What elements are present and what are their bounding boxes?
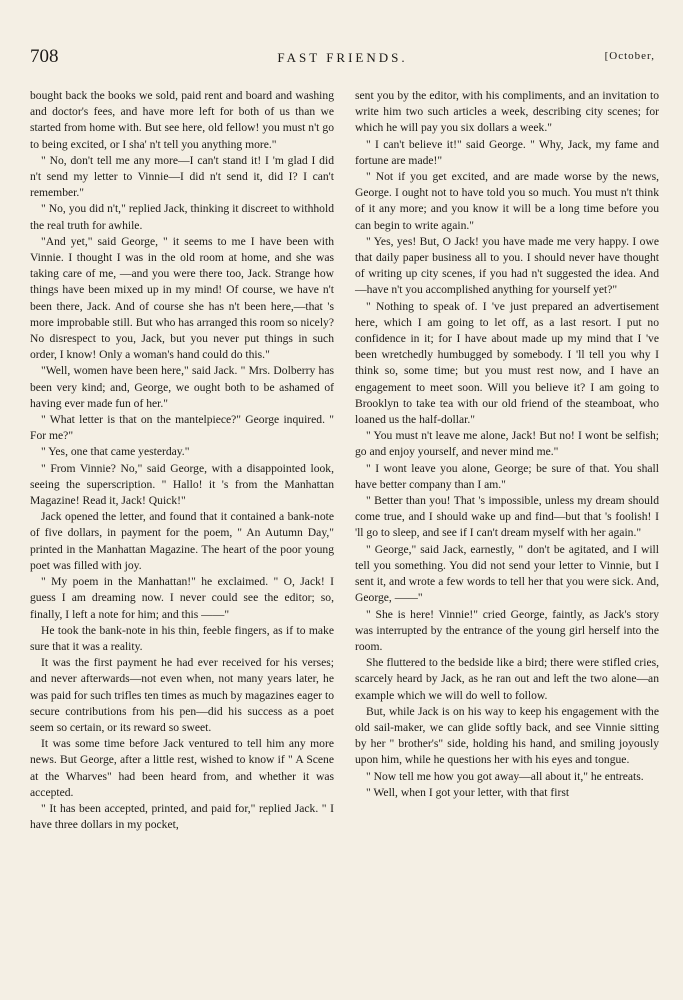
paragraph: " I wont leave you alone, George; be sure of that. You shall have better company than I am." bbox=[355, 461, 659, 491]
paragraph: " Well, when I got your letter, with that first bbox=[366, 785, 570, 799]
paragraph: " No, don't tell me any more—I can't stand it! I 'm glad I did n't send my letter to Vinnie—I did n't send it, did I? I can't remember." bbox=[30, 153, 334, 200]
running-title: FAST FRIENDS. bbox=[277, 50, 408, 65]
paragraph: " Yes, one that came yesterday." bbox=[41, 445, 190, 459]
paragraph: He took the bank-note in his thin, feeble fingers, as if to make sure that it was a reality. bbox=[30, 623, 334, 653]
page-number: 708 bbox=[30, 46, 59, 67]
paragraph: " What letter is that on the mantelpiece?" George inquired. " For me?" bbox=[30, 413, 334, 443]
paragraph: " My poem in the Manhattan!" he exclaimed. " O, Jack! I guess I am dreaming now. I never could see the editor; so, finally, I left a note for him; and this ——" bbox=[30, 575, 334, 621]
paragraph: She fluttered to the bedside like a bird; there were stifled cries, scarcely heard by Jack, as he ran out and left the two alone—an example which we will do well to follow. bbox=[355, 656, 659, 702]
paragraph: sent you by the editor, with his compliments, and an invitation to write him two such articles a week, describing city scenes; for which he will pay you six dollars a week." bbox=[355, 89, 659, 135]
paragraph: "And yet," said George, " it seems to me I have been with Vinnie. I thought I was in the old room at home, and she was taking care of me, —and you were there too, Jack. Strange how things have been mixed up in my mind! Of course, we have n't been there, Jack. And of course she has n't been here,—that 's more improbable still. But who has arranged this room so nicely? No disrespect to you, Jack, but you never put things in such order, I know! Only a woman's hand could do this." bbox=[30, 234, 334, 362]
paragraph: " No, you did n't," replied Jack, thinking it discreet to withhold the real truth for awhile. bbox=[30, 202, 334, 232]
paragraph: " Now tell me how you got away—all about it," he entreats. bbox=[366, 769, 644, 783]
paragraph: " Better than you! That 's impossible, unless my dream should come true, and I should wake up and find—but that 's foolish! I 'll go to sleep, and see if I can't dream myself with her again." bbox=[355, 494, 659, 540]
paragraph: " I can't believe it!" said George. " Why, Jack, my fame and fortune are made!" bbox=[355, 137, 659, 167]
paragraph: " From Vinnie? No," said George, with a disappointed look, seeing the superscription. " Hallo! it 's from the Manhattan Magazine! Read it, Jack! Quick!" bbox=[30, 461, 334, 508]
paragraph: But, while Jack is on his way to keep his engagement with the old sail-maker, we can glide softly back, and see Vinnie sitting by her " brother's" side, holding his hand, and smiling joyously upon him, while he questions her with his eyes and tongue. bbox=[355, 704, 659, 767]
paragraph: Jack opened the letter, and found that it contained a bank-note of five dollars, in payment for the poem, " An Autumn Day," printed in the Manhattan Magazine. The heart of the poor young poet was filled with joy. bbox=[30, 510, 334, 572]
paragraph: " She is here! Vinnie!" cried George, faintly, as Jack's story was interrupted by the entrance of the young girl herself into the room. bbox=[355, 607, 659, 653]
paragraph: " You must n't leave me alone, Jack! But no! I wont be selfish; go and enjoy yourself, and never mind me." bbox=[355, 429, 659, 459]
paragraph: It was the first payment he had ever received for his verses; and never afterwards—not even when, not many years later, he was paid for such trifles ten times as much by magazines eager to secure contributions from his pen—did his success as a poet seem so certain, or its reward so sweet. bbox=[30, 656, 334, 734]
paragraph: " It has been accepted, printed, and paid for," replied Jack. " I have three dollars in my pocket, bbox=[30, 801, 334, 832]
left-column bbox=[30, 88, 334, 833]
paragraph: " Not if you get excited, and are made worse by the news, George. I ought not to have told you so much. You must n't think of it any more; and you know it will be a long time before you can begin to write again." bbox=[355, 170, 659, 232]
paragraph: bought back the books we sold, paid rent and board and washing and doctor's fees, and have more left for both of us than we started from home with. But see here, old fellow! you must n't go to being excited, or I sha' n't tell you anything more." bbox=[30, 89, 334, 151]
paragraph: It was some time before Jack ventured to tell him any more news. But George, after a little rest, wished to know if " A Scene at the Wharves" had been heard from, and whether it was accepted. bbox=[30, 737, 334, 799]
running-header bbox=[30, 46, 655, 68]
paragraph: " George," said Jack, earnestly, " don't be agitated, and I will tell you something. You did not send your letter to Vinnie, but I sent it, and wrote a few words to tell her that you were sick. And, George, ——" bbox=[355, 542, 659, 605]
paragraph: " Nothing to speak of. I 've just prepared an advertisement here, which I am going to let off, as a last resort. I put no confidence in it; for I have about made up my mind that I 've been wretchedly humbugged by somebody. I 'll tell you why I think so, some time; but you must rest now, and I have an engagement to meet soon. Will you believe it? I am going to Brooklyn to take tea with our old friend of the steamboat, who loaned us the half-dollar." bbox=[355, 299, 659, 427]
paragraph: "Well, women have been here," said Jack. " Mrs. Dolberry has been very kind; and, George, we ought both to be ashamed of having ever made fun of her." bbox=[30, 364, 334, 410]
month-label: [October, bbox=[604, 50, 655, 62]
paragraph: " Yes, yes! But, O Jack! you have made me very happy. I owe that daily paper business all to you. I should never have thought of writing up city scenes, if you had n't suggested the idea. And—have n't you accomplished anything for yourself yet?" bbox=[355, 234, 659, 297]
right-column bbox=[355, 88, 659, 801]
